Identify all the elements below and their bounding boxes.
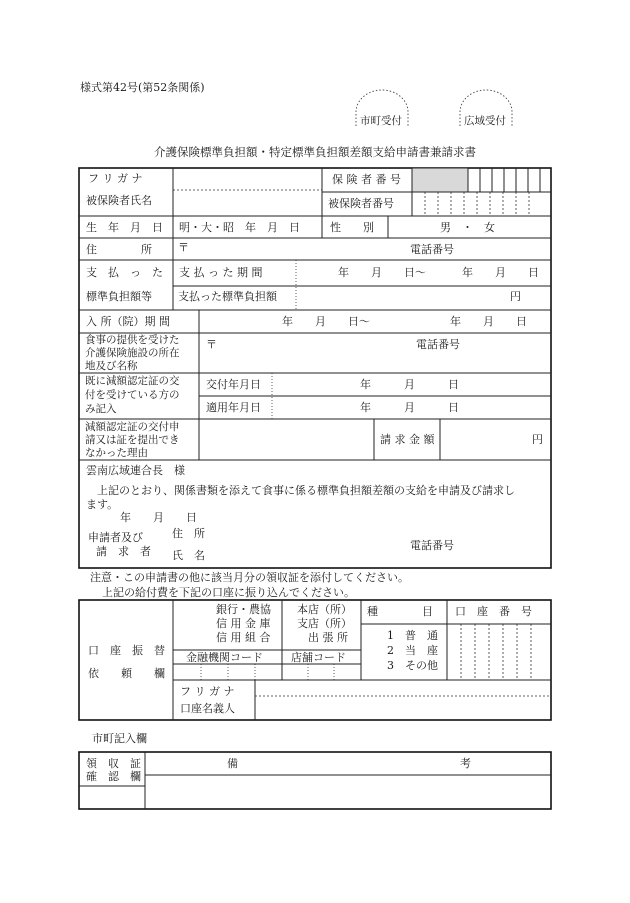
applicant-label-1: 申請者及び [88,531,143,544]
applicant-name-input[interactable] [214,546,404,564]
note-attach-receipt: 注意・この申請書の他に該当月分の領収証を添付してください。 [90,571,409,584]
apply-date-label: 適用年月日 [206,401,261,414]
office-section-label: 市町記入欄 [92,732,147,745]
city-stamp-label: 市町受付 [360,115,402,127]
insurer-number-shaded [412,168,468,192]
paid-label-top: 支 払 っ た [86,266,163,279]
remarks-input[interactable] [146,776,550,808]
certificate-label-3: み記入 [85,403,117,415]
facility-phone-label: 電話番号 [416,338,460,351]
bank-type-3[interactable]: 信 用 組 合 [216,631,271,644]
paid-amount-label: 支払った標準負担額 [178,290,277,303]
account-kind-other[interactable]: 3 その他 [387,659,438,672]
addressee: 雲南広域連合長 様 [86,464,185,477]
reason-label-3: なかった理由 [85,447,148,459]
reason-input[interactable] [200,420,373,459]
certificate-label-2: 付を受けている方の [85,389,180,401]
issue-date-label: 交付年月日 [206,378,261,391]
bank-type-2[interactable]: 信 用 金 庫 [216,617,271,630]
applicant-address-input[interactable] [214,524,544,542]
form-title: 介護保険標準負担額・特定標準負担額差額支給申請書兼請求書 [154,145,476,159]
facility-postal-mark: 〒 [206,338,217,351]
applicant-name-label: 氏 名 [172,549,205,562]
insured-number-label: 被保険者番号 [328,197,394,210]
issue-date-value[interactable]: 年 月 日 [360,378,459,391]
declaration-date[interactable]: 年 月 日 [120,511,197,524]
applicant-phone-label: 電話番号 [410,539,454,552]
transfer-label-2: 依 頼 欄 [88,667,165,680]
receipt-check-label-2: 確 認 欄 [86,770,141,783]
admission-from[interactable]: 年 月 日〜 [282,315,370,328]
bank-type-1[interactable]: 銀行・農協 [216,603,271,616]
holder-furigana-input[interactable] [256,681,550,695]
paid-amount-yen: 円 [510,290,521,303]
phone-label: 電話番号 [410,243,454,256]
holder-furigana-label: フ リ ガ ナ [180,685,235,698]
paid-period-from[interactable]: 年 月 日〜 [338,266,426,279]
paid-period-to[interactable]: 年 月 日 [462,266,539,279]
branch-type-2[interactable]: 支店（所） [297,617,352,630]
apply-date-value[interactable]: 年 月 日 [360,401,459,414]
region-stamp-label: 広域受付 [464,115,506,127]
insurer-number-label: 保 険 者 番 号 [332,173,401,186]
holder-name-label: 口座名義人 [180,702,235,715]
account-number-label: 口 座 番 号 [455,605,532,618]
applicant-address-label: 住 所 [172,527,205,540]
remarks-label-1: 備 [227,757,238,770]
address-label: 住 所 [86,243,152,256]
applicant-label-2: 請 求 者 [96,545,151,558]
certificate-label-1: 既に減額認定証の交 [85,375,180,387]
admission-to[interactable]: 年 月 日 [450,315,527,328]
reason-label-1: 減額認定証の交付申 [85,421,180,433]
branch-type-1[interactable]: 本店（所） [297,603,352,616]
account-kind-ordinary[interactable]: 1 普 通 [387,629,438,642]
facility-label-2: 介護保険施設の所在 [85,347,180,359]
note-transfer: 上記の給付費を下記の口座に振り込んでください。 [102,586,355,599]
facility-label-3: 地及び名称 [85,360,138,372]
declaration-text-1: 上記のとおり、関係書類を添えて食事に係る標準負担額差額の支給を申請及び請求し [97,484,515,497]
bank-code-label: 金融機関コード [186,651,263,664]
account-kind-label: 種 目 [367,605,433,618]
claim-amount-input[interactable] [441,420,531,459]
address-input[interactable] [190,239,400,259]
paid-period-label: 支 払 っ た 期 間 [179,266,263,279]
holder-name-input[interactable] [256,697,550,719]
transfer-label-1: 口 座 振 替 [88,644,165,657]
account-number-input[interactable] [448,625,550,679]
insured-number-input[interactable] [413,193,550,215]
furigana-label: フ リ ガ ナ [88,172,143,185]
declaration-text-2: ます。 [86,498,119,511]
dob-label: 生 年 月 日 [86,221,163,234]
facility-label-1: 食事の提供を受けた [85,334,180,346]
receipt-check-label-1: 領 収 証 [86,757,141,770]
postal-mark: 〒 [178,241,189,254]
paid-label-bottom: 標準負担額等 [86,290,152,303]
admission-label: 入 所（院）期 間 [86,315,170,328]
reason-label-2: 請又は証を提出でき [85,434,180,446]
remarks-label-2: 考 [460,757,471,770]
insured-name-input[interactable] [174,191,322,216]
branch-code-label: 店舗コード [291,651,346,664]
bank-code-input[interactable] [174,665,360,679]
account-kind-current[interactable]: 2 当 座 [387,644,438,657]
furigana-input[interactable] [174,168,322,190]
form-number: 様式第42号(第52条関係) [80,81,205,94]
branch-type-3[interactable]: 出 張 所 [308,631,348,644]
facility-address-input[interactable] [216,334,406,372]
claim-amount-label: 請 求 金 額 [380,433,435,446]
sex-label: 性 別 [330,221,374,234]
claim-amount-yen: 円 [532,433,543,446]
insured-name-label: 被保険者氏名 [86,194,152,207]
sex-options[interactable]: 男 ・ 女 [440,221,495,234]
dob-value[interactable]: 明・大・昭 年 月 日 [179,221,300,234]
